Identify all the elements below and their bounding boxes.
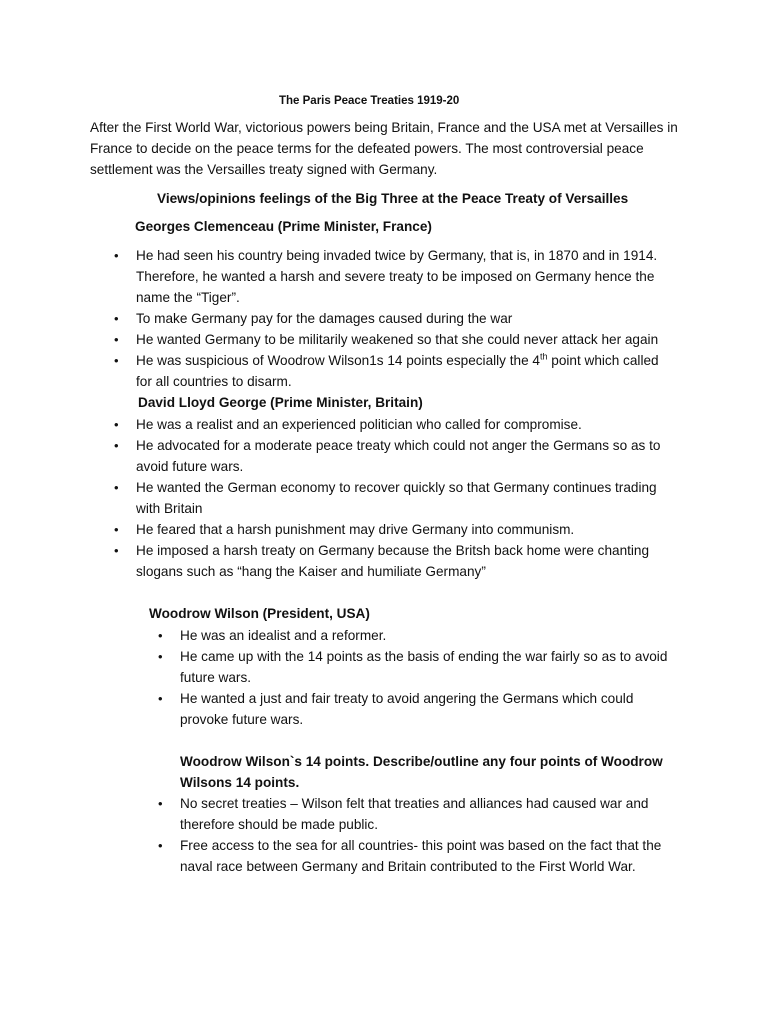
point-text: He wanted Germany to be militarily weakened so that she could never attack her again	[136, 332, 659, 347]
bullet-icon: •	[114, 543, 119, 558]
list-item	[158, 688, 678, 730]
list-item	[114, 245, 674, 308]
point-text: Free access to the sea for all countries- this point was based on the fact that the naval race between Germany and Britain contributed to the First World War.	[180, 838, 662, 874]
clemenceau-heading: Georges Clemenceau (Prime Minister, France)	[135, 219, 432, 234]
bullet-icon: •	[114, 480, 119, 495]
point-text: He had seen his country being invaded twice by Germany, that is, in 1870 and in 1914. Therefore, he wanted a harsh and severe treaty to be imposed on Germany hence the name the “Tiger”.	[136, 248, 658, 305]
bullet-icon: •	[158, 838, 163, 853]
fourteen-points-list	[158, 793, 678, 877]
bullet-icon: •	[114, 353, 119, 368]
list-item	[114, 414, 674, 435]
point-text: He advocated for a moderate peace treaty which could not anger the Germans so as to avoid future wars.	[136, 438, 661, 474]
list-item	[114, 519, 674, 540]
bullet-icon: •	[114, 332, 119, 347]
point-text-after: point which called for all countries to disarm.	[136, 353, 659, 389]
list-item	[158, 646, 678, 688]
intro-paragraph: After the First World War, victorious powers being Britain, France and the USA met at Versailles in France to decide on the peace terms for the defeated powers. The most controversial peace settlement was the Versailles treaty signed with Germany.	[90, 120, 678, 177]
list-item	[158, 835, 678, 877]
bullet-icon: •	[158, 691, 163, 706]
wilson-points	[158, 625, 678, 730]
bullet-icon: •	[158, 796, 163, 811]
point-text: He wanted the German economy to recover quickly so that Germany continues trading with Britain	[136, 480, 657, 516]
lloyd-george-heading: David Lloyd George (Prime Minister, Britain)	[138, 395, 423, 410]
list-item	[158, 625, 678, 646]
ordinal-suffix: th	[539, 351, 548, 362]
wilson-heading: Woodrow Wilson (President, USA)	[149, 606, 370, 621]
list-item	[158, 793, 678, 835]
bullet-icon: •	[114, 522, 119, 537]
point-text: No secret treaties – Wilson felt that treaties and alliances had caused war and therefore should be made public.	[180, 796, 649, 832]
lloyd-george-points	[114, 414, 674, 582]
list-item	[114, 477, 674, 519]
section-heading: Views/opinions feelings of the Big Three at the Peace Treaty of Versailles	[157, 191, 629, 206]
bullet-icon: •	[158, 628, 163, 643]
list-item	[114, 308, 674, 329]
point-text: He wanted a just and fair treaty to avoid angering the Germans which could provoke future wars.	[180, 691, 634, 727]
list-item	[114, 540, 674, 582]
point-text: He imposed a harsh treaty on Germany because the Britsh back home were chanting slogans such as “hang the Kaiser and humiliate Germany”	[136, 543, 650, 579]
bullet-icon: •	[114, 248, 119, 263]
list-item	[114, 350, 674, 392]
point-text-before: He was suspicious of Woodrow Wilson1s 14 points especially the 4	[136, 353, 540, 368]
point-text: He was a realist and an experienced politician who called for compromise.	[136, 417, 582, 432]
point-text: He was an idealist and a reformer.	[180, 628, 387, 643]
point-text: He feared that a harsh punishment may drive Germany into communism.	[136, 522, 575, 537]
list-item	[114, 435, 674, 477]
bullet-icon: •	[114, 417, 119, 432]
list-item	[114, 329, 674, 350]
fourteen-points-heading: Woodrow Wilson`s 14 points. Describe/outline any four points of Woodrow Wilsons 14 points.	[180, 754, 663, 790]
bullet-icon: •	[114, 438, 119, 453]
document-title: The Paris Peace Treaties 1919-20	[279, 95, 460, 107]
bullet-icon: •	[114, 311, 119, 326]
clemenceau-points	[114, 245, 674, 392]
point-text: He came up with the 14 points as the basis of ending the war fairly so as to avoid future wars.	[180, 649, 668, 685]
point-text: To make Germany pay for the damages caused during the war	[136, 311, 513, 326]
bullet-icon: •	[158, 649, 163, 664]
